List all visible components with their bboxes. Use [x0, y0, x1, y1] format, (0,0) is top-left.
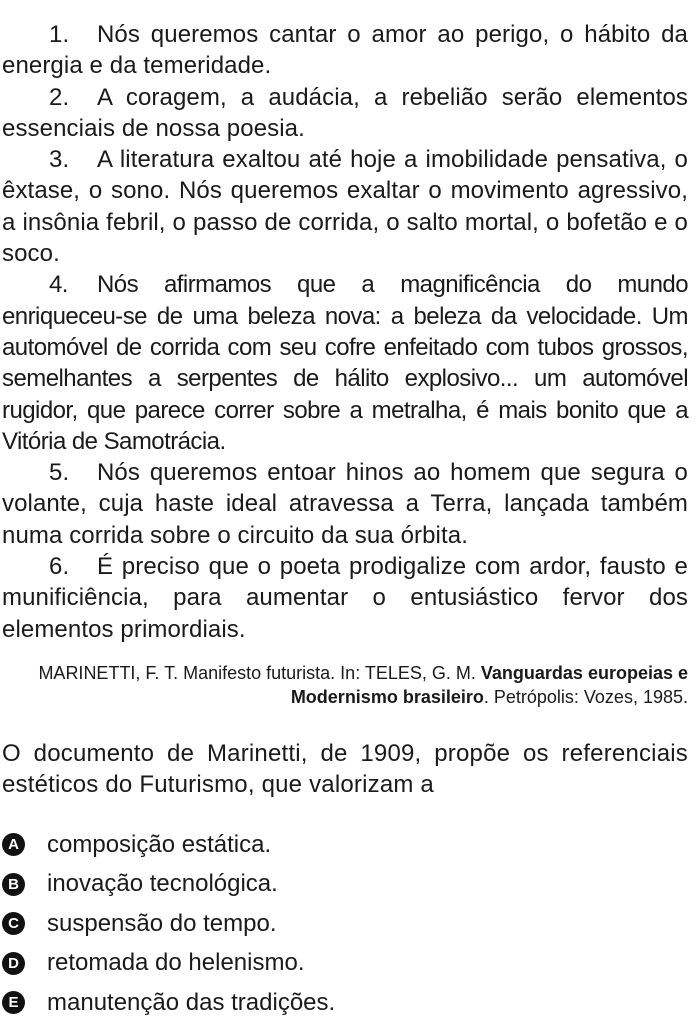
item-number: 5.	[49, 459, 70, 487]
option-letter-badge: A	[2, 833, 25, 856]
item-number: 3.	[49, 146, 70, 174]
option-text: manutenção das tradições.	[47, 988, 336, 1016]
option-d[interactable]	[2, 943, 688, 983]
citation-suffix: . Petrópolis: Vozes, 1985.	[483, 686, 688, 707]
manifesto-item-2	[2, 82, 688, 145]
option-letter-badge: E	[2, 991, 25, 1014]
item-text: É preciso que o poeta prodigalize com ardor, fausto e munificiência, para aumentar o entusiástico fervor dos elementos primordiais.	[2, 553, 688, 643]
option-text: composição estática.	[47, 830, 272, 858]
option-text: retomada do helenismo.	[47, 949, 305, 977]
citation-prefix: MARINETTI, F. T. Manifesto futurista. In: TELES, G. M.	[38, 662, 481, 683]
answer-options	[2, 825, 688, 1023]
item-text: A literatura exaltou até hoje a imobilidade pensativa, o êxtase, o sono. Nós queremos exaltar o movimento agressivo, a insônia febril, o passo de corrida, o salto mortal, o bofetão e o soco.	[2, 146, 688, 268]
question-stem: O documento de Marinetti, de 1909, propõe os referenciais estéticos do Futurismo, que valorizam a	[2, 739, 688, 799]
manifesto-item-1	[2, 19, 688, 82]
option-letter-badge: C	[2, 912, 25, 935]
option-e[interactable]	[2, 983, 688, 1023]
source-citation	[2, 661, 688, 709]
item-text: Nós afirmamos que a magnificência do mundo enriqueceu-se de uma beleza nova: a beleza da velocidade. Um automóvel de corrida com seu cofre enfeitado com tubos grossos, semelhantes a serpentes de hálito explosivo... um automóvel rugidor, que parece correr sobre a metralha, é mais bonito que a Vitória de Samotrácia.	[2, 271, 688, 455]
manifesto-excerpt	[2, 19, 688, 645]
option-c[interactable]	[2, 904, 688, 944]
option-text: suspensão do tempo.	[47, 909, 277, 937]
option-a[interactable]	[2, 825, 688, 865]
manifesto-item-5	[2, 457, 688, 551]
option-letter-badge: B	[2, 873, 25, 896]
option-letter-badge: D	[2, 952, 25, 975]
manifesto-item-4	[2, 269, 688, 457]
item-text: Nós queremos entoar hinos ao homem que segura o volante, cuja haste ideal atravessa a Terra, lançada também numa corrida sobre o circuito da sua órbita.	[2, 459, 688, 549]
item-number: 6.	[49, 553, 70, 581]
manifesto-item-3	[2, 144, 688, 269]
citation-book-title: Vanguardas europeias e Modernismo brasileiro	[290, 662, 688, 707]
item-text: A coragem, a audácia, a rebelião serão elementos essenciais de nossa poesia.	[2, 83, 688, 142]
option-b[interactable]	[2, 864, 688, 904]
item-number: 4.	[49, 271, 68, 299]
exam-page	[0, 19, 688, 1022]
manifesto-item-6	[2, 551, 688, 645]
item-number: 1.	[49, 21, 70, 48]
item-text: Nós queremos cantar o amor ao perigo, o hábito da energia e da temeridade.	[2, 21, 688, 80]
option-text: inovação tecnológica.	[47, 870, 278, 898]
item-number: 2.	[49, 83, 70, 111]
